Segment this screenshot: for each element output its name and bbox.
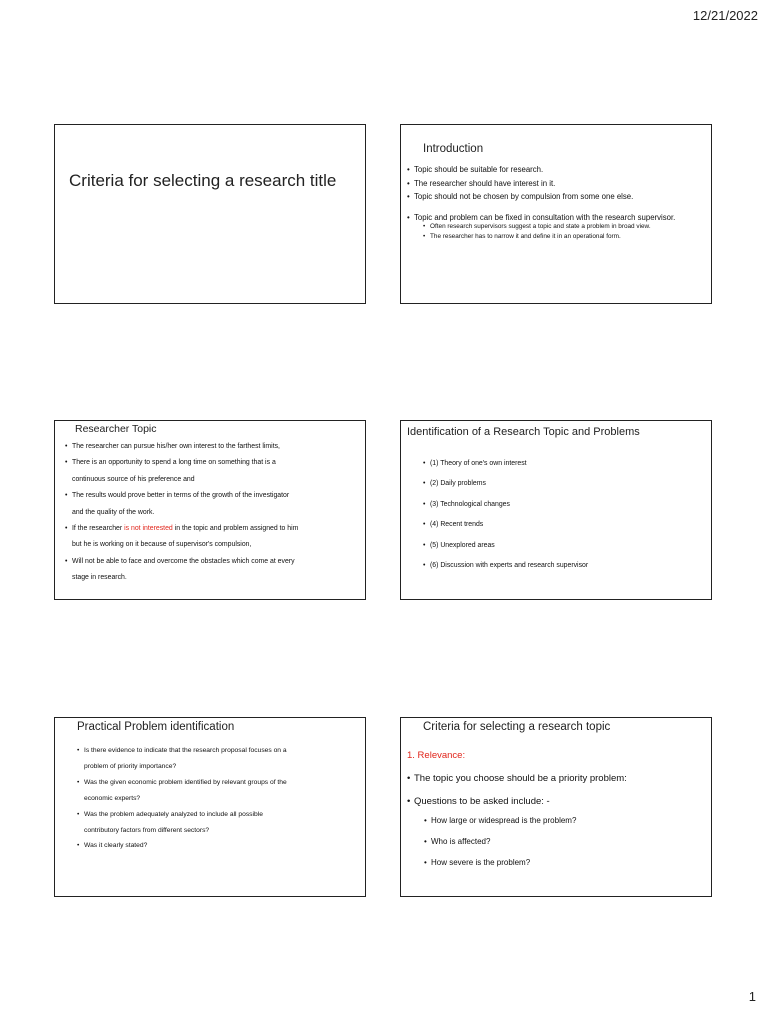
slide-title: Criteria for selecting a research topic xyxy=(423,721,611,733)
slide-title: Criteria for selecting a research title xyxy=(69,171,337,190)
bullet-text-continued: and the quality of the work. xyxy=(72,508,155,516)
sub-bullet-item: • Often research supervisors suggest a topic and state a problem in broad view. xyxy=(423,223,707,231)
bullet-text: in the topic and problem assigned to him xyxy=(172,525,299,533)
bullet-text: Is there evidence to indicate that the research proposal focuses on a xyxy=(84,747,287,754)
bullet-item: • (2) Daily problems xyxy=(423,480,703,489)
sub-bullet-item: • How large or widespread is the problem? xyxy=(424,816,707,826)
page-number: 1 xyxy=(748,989,756,1004)
bullet-text: Was the problem adequately analyzed to include all possible xyxy=(84,810,263,818)
bullet-item xyxy=(65,492,357,517)
bullet-text: Was the given economic problem identified by relevant groups of the xyxy=(84,778,287,786)
slide-title: Practical Problem identification xyxy=(77,721,235,733)
bullet-text: If the researcher xyxy=(72,525,125,533)
slide-4 xyxy=(400,420,712,600)
bullet-list xyxy=(407,165,707,243)
bullet-item: • Was it clearly stated? xyxy=(77,842,359,850)
bullet-text-continued: stage in research. xyxy=(72,574,127,582)
slide-2 xyxy=(400,124,712,304)
slide-3 xyxy=(54,420,366,600)
sub-bullet-item: • The researcher has to narrow it and define it in an operational form. xyxy=(423,233,707,241)
bullet-item: • The researcher should have interest in it. xyxy=(407,179,707,189)
sub-bullet-list xyxy=(424,816,707,868)
bullet-item xyxy=(65,558,357,583)
bullet-list xyxy=(77,747,359,858)
bullet-item: • (6) Discussion with experts and research supervisor xyxy=(423,562,703,571)
bullet-text: Will not be able to face and overcome the obstacles which come at every xyxy=(72,557,295,565)
bullet-text: The results would prove better in terms of the growth of the investigator xyxy=(72,492,290,500)
bullet-list xyxy=(423,460,703,582)
bullet-item: • Topic should not be chosen by compulsion from some one else. xyxy=(407,192,707,202)
bullet-text-continued: problem of priority importance? xyxy=(84,762,177,770)
bullet-item xyxy=(77,811,359,835)
bullet-item xyxy=(407,796,707,868)
slide-title: Introduction xyxy=(423,143,484,155)
bullet-text-continued: continuous source of his preference and xyxy=(72,475,195,483)
bullet-item: • (5) Unexplored areas xyxy=(423,542,703,551)
bullet-item: • (3) Technological changes xyxy=(423,501,703,510)
bullet-item xyxy=(65,459,357,484)
sub-bullet-list xyxy=(423,223,707,241)
slide-5 xyxy=(54,717,366,897)
slide-title: Identification of a Research Topic and Problems xyxy=(407,426,640,438)
slide-6 xyxy=(400,717,712,897)
sub-bullet-item: • Who is affected? xyxy=(424,837,707,847)
bullet-list xyxy=(65,443,357,591)
bullet-item: • (1) Theory of one's own interest xyxy=(423,460,703,469)
bullet-item: • The topic you choose should be a priority problem: xyxy=(407,773,707,785)
bullet-item: • The researcher can pursue his/her own interest to the farthest limits, xyxy=(65,443,357,451)
highlighted-text: is not interested xyxy=(124,525,173,533)
slide-title: Researcher Topic xyxy=(75,423,157,435)
bullet-item xyxy=(77,779,359,803)
slide-1 xyxy=(54,124,366,304)
bullet-text-continued: but he is working on it because of supervisor's compulsion, xyxy=(72,541,252,549)
bullet-item: • (4) Recent trends xyxy=(423,521,703,530)
bullet-text-continued: contributory factors from different sectors? xyxy=(84,826,210,834)
bullet-item xyxy=(407,213,707,241)
bullet-list xyxy=(407,773,707,879)
bullet-text: Questions to be asked include: - xyxy=(414,796,550,807)
relevance-heading: 1. Relevance: xyxy=(407,750,466,761)
bullet-item xyxy=(77,747,359,771)
bullet-item: • Topic should be suitable for research. xyxy=(407,165,707,175)
bullet-text: There is an opportunity to spend a long time on something that is a xyxy=(72,459,276,467)
bullet-text-continued: economic experts? xyxy=(84,794,141,802)
sub-bullet-item: • How severe is the problem? xyxy=(424,858,707,868)
bullet-text: Topic and problem can be fixed in consultation with the research supervisor. xyxy=(414,213,676,222)
bullet-item xyxy=(65,525,357,550)
date-label: 12/21/2022 xyxy=(692,8,758,23)
